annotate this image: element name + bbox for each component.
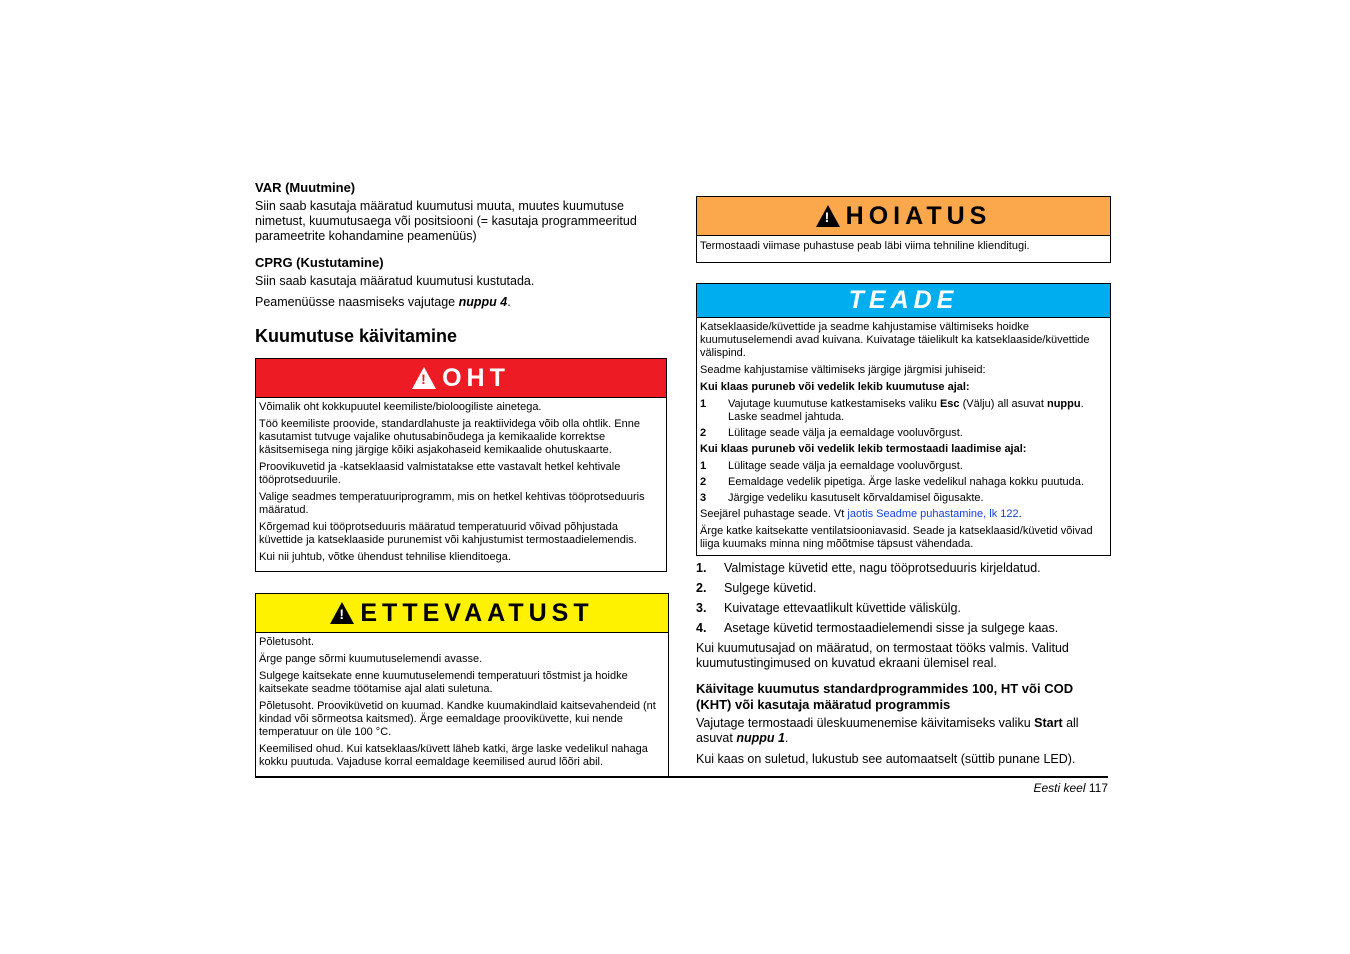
cprg-text: Siin saab kasutaja määratud kuumutusi kustutada. — [255, 274, 535, 288]
caution-line: Keemilised ohud. Kui katseklaas/küvett läheb katki, ärge laske vedelikul nahaga kokku puutuda. Vajaduse korral eemaldage keemilised aurud lõõri abil. — [259, 743, 648, 768]
var-title: VAR (Muutmine) — [255, 180, 356, 195]
warning-box — [696, 196, 1111, 263]
notice-box — [696, 283, 1111, 556]
ready-text: Kui kuumutusajad on määratud, on termostaat tööks valmis. Valitud kuumutustingimused on kuvatud ekraani ülemisel real. — [696, 641, 1069, 670]
notice-follow: Seadme kahjustamise vältimiseks järgige järgmisi juhiseid: — [700, 364, 986, 376]
footer-rule — [255, 776, 1108, 778]
danger-body — [256, 398, 666, 571]
warning-icon — [330, 602, 354, 624]
notice-sub1: Kui klaas puruneb või vedelik lekib kuumutuse ajal: — [700, 381, 970, 393]
list-item: 4. Asetage küvetid termostaadielemendi sisse ja sulgege kaas. — [696, 621, 1059, 635]
caution-line: Põletusoht. — [259, 636, 315, 648]
menu-text: Peamenüüsse naasmiseks vajutage nuppu 4. — [255, 295, 511, 309]
notice-step: 2 Eemaldage vedelik pipetiga. Ärge laske vedelikul nahaga kokku puutuda. — [700, 476, 1084, 488]
steps-list — [696, 561, 1111, 636]
list-item: 3. Kuivatage ettevaatlikult küvettide väliskülg. — [696, 601, 961, 615]
caution-line: Ärge pange sõrmi kuumutuselemendi avasse. — [259, 653, 483, 665]
warning-text: Termostaadi viimase puhastuse peab läbi viima tehniline klienditugi. — [700, 240, 1030, 252]
danger-title: OHT — [442, 363, 510, 392]
right-column — [696, 196, 1111, 773]
notice-step: 1 Lülitage seade välja ja eemaldage vooluvõrgust. — [700, 460, 963, 472]
caution-body — [256, 633, 668, 776]
danger-line: Proovikuvetid ja -katseklaasid valmistatakse ette vastavalt hetkel kehtivale tööprotseduurile. — [259, 461, 621, 486]
section-heading: Kuumutuse käivitamine — [255, 326, 458, 346]
cleaning-link[interactable]: jaotis Seadme puhastamine, lk 122 — [847, 508, 1019, 520]
caution-title: ETTEVAATUST — [360, 598, 594, 627]
start-heading: Käivitage kuumutus standardprogrammides 100, HT või COD (KHT) või kasutaja määratud programmis — [696, 681, 1074, 712]
key-nuppu-4: nuppu 4 — [458, 295, 508, 309]
list-item: 2. Sulgege küvetid. — [696, 581, 817, 595]
notice-header — [697, 284, 1110, 318]
caution-box — [255, 593, 669, 777]
caution-line: Sulgege kaitsekate enne kuumutuselemendi temperatuuri tõstmist ja hoidke kaitsekate seadme töötamise ajal alati suletuna. — [259, 670, 628, 695]
start-text: Vajutage termostaadi üleskuumenemise käivitamiseks valiku Start all asuvat nuppu 1. — [696, 716, 1079, 745]
notice-sub2: Kui klaas puruneb või vedelik lekib termostaadi laadimise ajal: — [700, 443, 1027, 455]
footer-language: Eesti keel — [1033, 781, 1086, 795]
warning-header — [697, 197, 1110, 236]
cprg-title: CPRG (Kustutamine) — [255, 255, 384, 270]
page-number: 117 — [1088, 781, 1108, 795]
notice-body — [697, 318, 1110, 555]
warning-body — [697, 236, 1110, 262]
warning-icon — [816, 205, 840, 227]
danger-line: Kui nii juhtub, võtke ühendust tehnilise klienditoega. — [259, 551, 511, 563]
danger-box — [255, 358, 667, 572]
danger-line: Valige seadmes temperatuuriprogramm, mis on hetkel kehtivas tööprotseduuris määratud. — [259, 491, 645, 516]
danger-line: Töö keemiliste proovide, standardlahuste ja reaktiividega võib olla ohtlik. Enne kasutamist tutvuge vajalike ohutusabinõudega ja kemikaalide korrektse käsitsemisega ning järgige kõiki asjakohaseid kemikaalide ohutuskaarte. — [259, 418, 640, 456]
danger-line: Võimalik oht kokkupuutel keemiliste/bioloogiliste ainetega. — [259, 401, 542, 413]
warning-title: HOIATUS — [845, 201, 992, 230]
notice-clean: Seejärel puhastage seade. Vt jaotis Seadme puhastamine, lk 122. — [700, 508, 1022, 520]
lid-text: Kui kaas on suletud, lukustub see automaatselt (süttib punane LED). — [696, 752, 1076, 766]
danger-header — [256, 359, 666, 398]
caution-line: Põletusoht. Prooviküvetid on kuumad. Kandke kuumakindlaid kaitsevahendeid (nt kindad või sõrmeotsa kaitsmed). Ärge eemaldage prooviküvette, kui nende temperatuur on üle 100 °C. — [259, 700, 656, 738]
notice-intro: Katseklaaside/küvettide ja seadme kahjustamise vältimiseks hoidke kuumutuselemendi avad kuivana. Kuivatage täielikult ka katseklaaside/küvettide välispind. — [700, 321, 1090, 359]
notice-step: 3 Järgige vedeliku kasutuselt kõrvaldamisel õigusakte. — [700, 492, 984, 504]
caution-header — [256, 594, 668, 633]
danger-line: Kõrgemad kui tööprotseduuris määratud temperatuurid võivad põhjustada küvettide ja katseklaaside purunemist või kahjustumist termostaadielemendis. — [259, 521, 637, 546]
notice-title: TEADE — [848, 286, 959, 314]
notice-step: 2 Lülitage seade välja ja eemaldage vooluvõrgust. — [700, 427, 963, 439]
notice-last: Ärge katke kaitsekatte ventilatsiooniavasid. Seade ja katseklaasid/küvetid võivad liiga kuumaks minna ning mõõtmise täpsust vähendada. — [700, 525, 1093, 550]
warning-icon — [412, 367, 436, 389]
list-item: 1. Valmistage küvetid ette, nagu tööprotseduuris kirjeldatud. — [696, 561, 1041, 575]
notice-step: 1 Vajutage kuumutuse katkestamiseks valiku Esc (Välju) all asuvat nuppu. Laske seadmel jahtuda. — [700, 398, 1084, 423]
footer — [1033, 781, 1108, 795]
left-column — [255, 180, 667, 777]
var-text: Siin saab kasutaja määratud kuumutusi muuta, muutes kuumutuse nimetust, kuumutusaega või positsiooni (= kasutaja programmeeritud parameetrite kohandamine peamenüüs) — [255, 199, 637, 243]
key-nuppu-1: nuppu 1 — [736, 731, 785, 745]
